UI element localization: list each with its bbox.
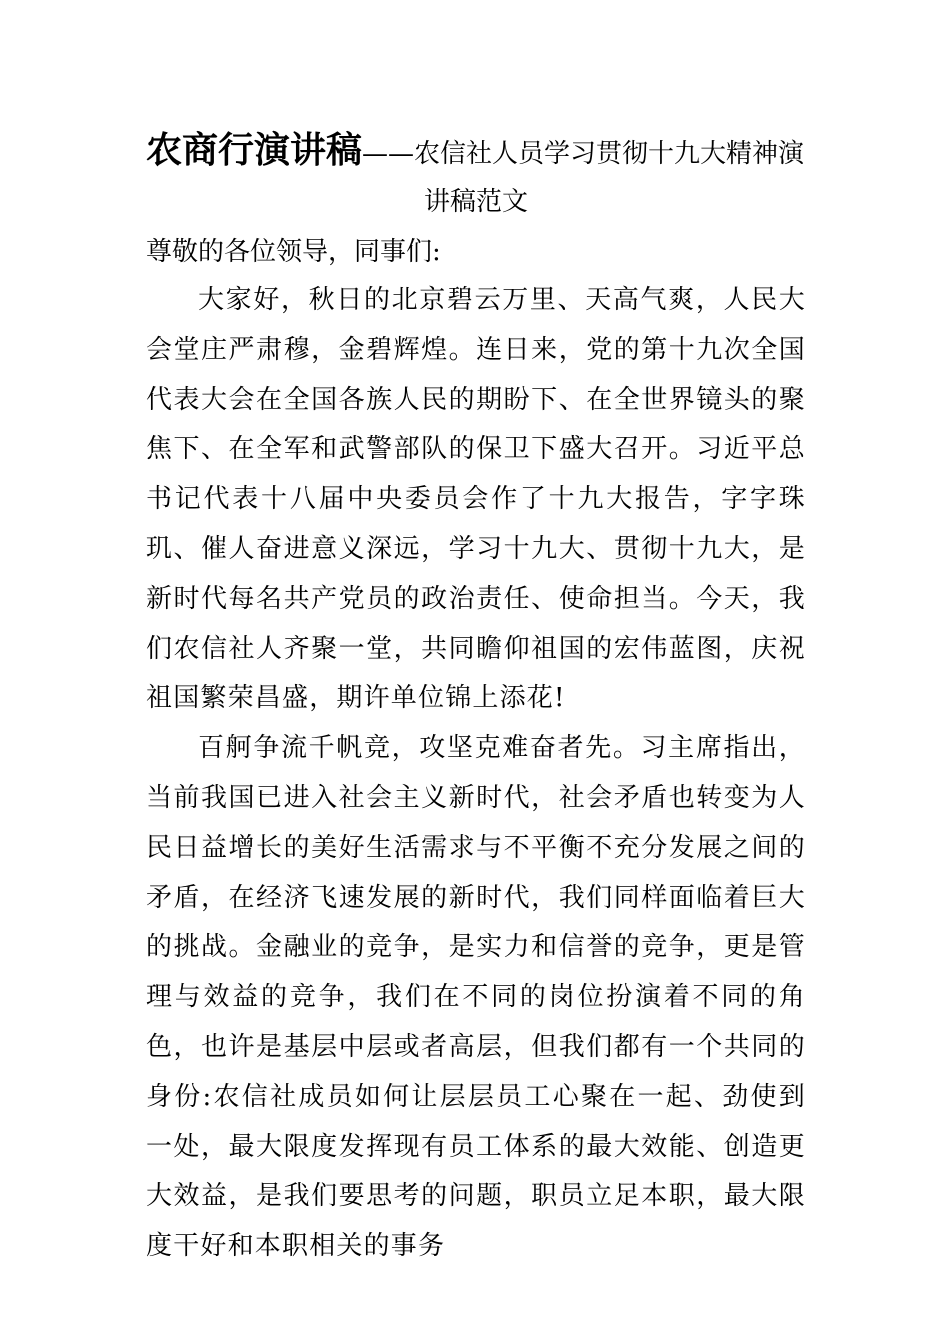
salutation: 尊敬的各位领导，同事们:	[146, 237, 441, 267]
title-main: 农商行演讲稿	[146, 129, 363, 171]
document-body	[146, 276, 806, 1272]
paragraph: 大家好，秋日的北京碧云万里、天高气爽，人民大会堂庄严肃穆，金碧辉煌。连日来，党的第十九次全国代表大会在全国各族人民的期盼下、在全世界镜头的聚焦下、在全军和武警部队的保卫下盛大召开。习近平总书记代表十八届中央委员会作了十九大报告，字字珠玑、催人奋进意义深远，学习十九大、贯彻十九大，是新时代每名共产党员的政治责任、使命担当。今天，我们农信社人齐聚一堂，共同瞻仰祖国的宏伟蓝图，庆祝祖国繁荣昌盛，期许单位锦上添花!	[146, 285, 806, 714]
document-title	[146, 122, 806, 178]
title-subtitle: ——农信社人员学习贯彻十九大精神演	[362, 139, 805, 169]
paragraph: 百舸争流千帆竞，攻坚克难奋者先。习主席指出，当前我国已进入社会主义新时代，社会矛盾也转变为人民日益增长的美好生活需求与不平衡不充分发展之间的矛盾，在经济飞速发展的新时代，我们同样面临着巨大的挑战。金融业的竞争，是实力和信誉的竞争，更是管理与效益的竞争，我们在不同的岗位扮演着不同的角色，也许是基层中层或者高层，但我们都有一个共同的身份:农信社成员如何让层层员工心聚在一起、劲使到一处，最大限度发挥现有员工体系的最大效能、创造更大效益，是我们要思考的问题，职员立足本职，最大限度干好和本职相关的事务	[146, 733, 806, 1262]
title-subtitle-continued: 讲稿范文	[423, 187, 528, 217]
